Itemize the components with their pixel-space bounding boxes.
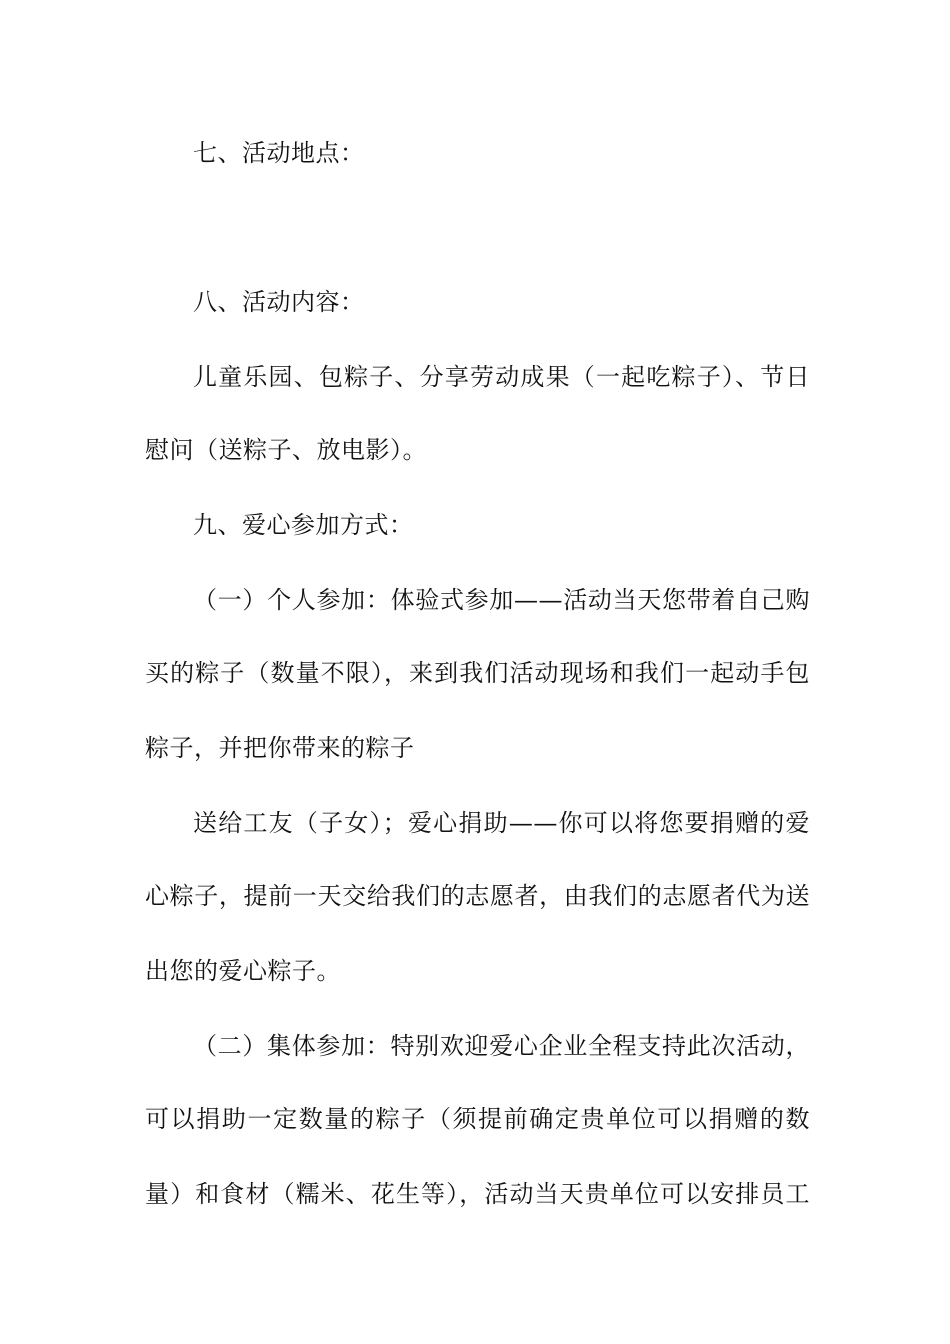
- section-heading-content: 八、活动内容：: [193, 288, 365, 316]
- paragraph-line: （一）个人参加：体验式参加——活动当天您带着自己购: [193, 586, 810, 614]
- paragraph-line: 慰问（送粽子、放电影）。: [145, 436, 427, 464]
- paragraph-line: （二）集体参加：特别欢迎爱心企业全程支持此次活动，: [193, 1032, 810, 1060]
- paragraph-line: 送给工友（子女）；爱心捐助——你可以将您要捐赠的爱: [193, 809, 810, 837]
- section-heading-participation: 九、爱心参加方式：: [193, 511, 414, 539]
- paragraph-line: 心粽子，提前一天交给我们的志愿者，由我们的志愿者代为送: [145, 882, 810, 910]
- paragraph-line: 量）和食材（糯米、花生等），活动当天贵单位可以安排员工: [145, 1180, 810, 1208]
- paragraph-line: 出您的爱心粽子。: [145, 957, 341, 985]
- paragraph-line: 儿童乐园、包粽子、分享劳动成果（一起吃粽子）、节日: [193, 363, 810, 391]
- section-heading-location: 七、活动地点：: [193, 139, 365, 167]
- paragraph-line: 买的粽子（数量不限），来到我们活动现场和我们一起动手包: [145, 659, 810, 687]
- paragraph-line: 可以捐助一定数量的粽子（须提前确定贵单位可以捐赠的数: [145, 1105, 810, 1133]
- paragraph-line: 粽子，并把你带来的粽子: [145, 734, 415, 762]
